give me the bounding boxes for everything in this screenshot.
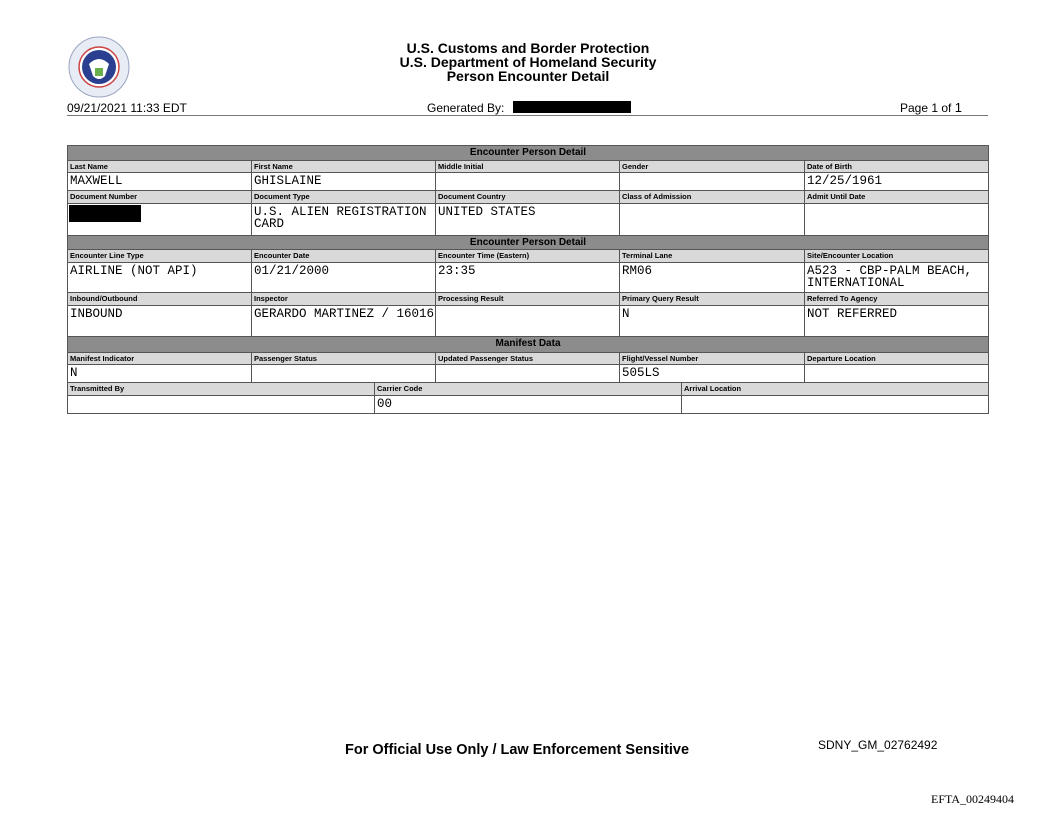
admit-until-value (804, 203, 989, 236)
pax-status-label: Passenger Status (251, 352, 436, 365)
doc-type-value: U.S. ALIEN REGISTRATION CARD (251, 203, 436, 236)
dob-value: 12/25/1961 (804, 172, 989, 191)
inspector-label: Inspector (251, 292, 436, 306)
first-name-value: GHISLAINE (251, 172, 436, 191)
redaction-box (69, 205, 141, 222)
proc-result-label: Processing Result (435, 292, 620, 306)
bates-number: SDNY_GM_02762492 (818, 738, 938, 752)
terminal-lane-value: RM06 (619, 262, 805, 293)
gender-label: Gender (619, 160, 805, 173)
terminal-lane-label: Terminal Lane (619, 249, 805, 263)
carrier-label: Carrier Code (374, 382, 682, 396)
doc-type-label: Document Type (251, 190, 436, 204)
proc-result-value (435, 305, 620, 337)
class-admission-value (619, 203, 805, 236)
manifest-ind-label: Manifest Indicator (67, 352, 252, 365)
classification-notice: For Official Use Only / Law Enforcement Sensitive (345, 742, 690, 758)
flight-label: Flight/Vessel Number (619, 352, 805, 365)
redaction-box (513, 101, 631, 113)
generated-by-label: Generated By: (427, 101, 505, 115)
site-value: A523 - CBP-PALM BEACH, INTERNATIONAL (804, 262, 989, 293)
inout-label: Inbound/Outbound (67, 292, 252, 306)
report-timestamp: 09/21/2021 11:33 EDT (67, 101, 187, 115)
last-name-label: Last Name (67, 160, 252, 173)
middle-initial-value (435, 172, 620, 191)
departure-label: Departure Location (804, 352, 989, 365)
referred-value: NOT REFERRED (804, 305, 989, 337)
line-type-label: Encounter Line Type (67, 249, 252, 263)
arrival-value (681, 395, 989, 414)
site-label: Site/Encounter Location (804, 249, 989, 263)
page-indicator (900, 100, 962, 115)
departure-value (804, 364, 989, 383)
title-line-3: Person Encounter Detail (446, 68, 610, 84)
section-header: Manifest Data (67, 336, 989, 353)
admit-until-label: Admit Until Date (804, 190, 989, 204)
pq-result-value: N (619, 305, 805, 337)
title-line-2: U.S. Department of Homeland Security (399, 54, 657, 70)
page-total: 1 (954, 100, 962, 115)
enc-date-label: Encounter Date (251, 249, 436, 263)
pax-status-value (251, 364, 436, 383)
section-header: Encounter Person Detail (67, 145, 989, 161)
doc-country-label: Document Country (435, 190, 620, 204)
enc-time-label: Encounter Time (Eastern) (435, 249, 620, 263)
transmitted-label: Transmitted By (67, 382, 375, 396)
last-name-value: MAXWELL (67, 172, 252, 191)
class-admission-label: Class of Admission (619, 190, 805, 204)
transmitted-value (67, 395, 375, 414)
doc-number-label: Document Number (67, 190, 252, 204)
upd-pax-status-label: Updated Passenger Status (435, 352, 620, 365)
doc-number-value (67, 203, 252, 236)
enc-time-value: 23:35 (435, 262, 620, 293)
gender-value (619, 172, 805, 191)
header-divider (67, 115, 988, 116)
manifest-ind-value: N (67, 364, 252, 383)
inout-value: INBOUND (67, 305, 252, 337)
efta-number: EFTA_00249404 (931, 792, 1015, 806)
section-header: Encounter Person Detail (67, 235, 989, 250)
first-name-label: First Name (251, 160, 436, 173)
upd-pax-status-value (435, 364, 620, 383)
dob-label: Date of Birth (804, 160, 989, 173)
carrier-value: 00 (374, 395, 682, 414)
doc-country-value: UNITED STATES (435, 203, 620, 236)
title-line-1: U.S. Customs and Border Protection (406, 40, 650, 56)
middle-initial-label: Middle Initial (435, 160, 620, 173)
line-type-value: AIRLINE (NOT API) (67, 262, 252, 293)
arrival-label: Arrival Location (681, 382, 989, 396)
enc-date-value: 01/21/2000 (251, 262, 436, 293)
inspector-value: GERARDO MARTINEZ / 16016 (251, 305, 436, 337)
page-label: Page 1 of (900, 101, 952, 115)
referred-label: Referred To Agency (804, 292, 989, 306)
pq-result-label: Primary Query Result (619, 292, 805, 306)
flight-value: 505LS (619, 364, 805, 383)
